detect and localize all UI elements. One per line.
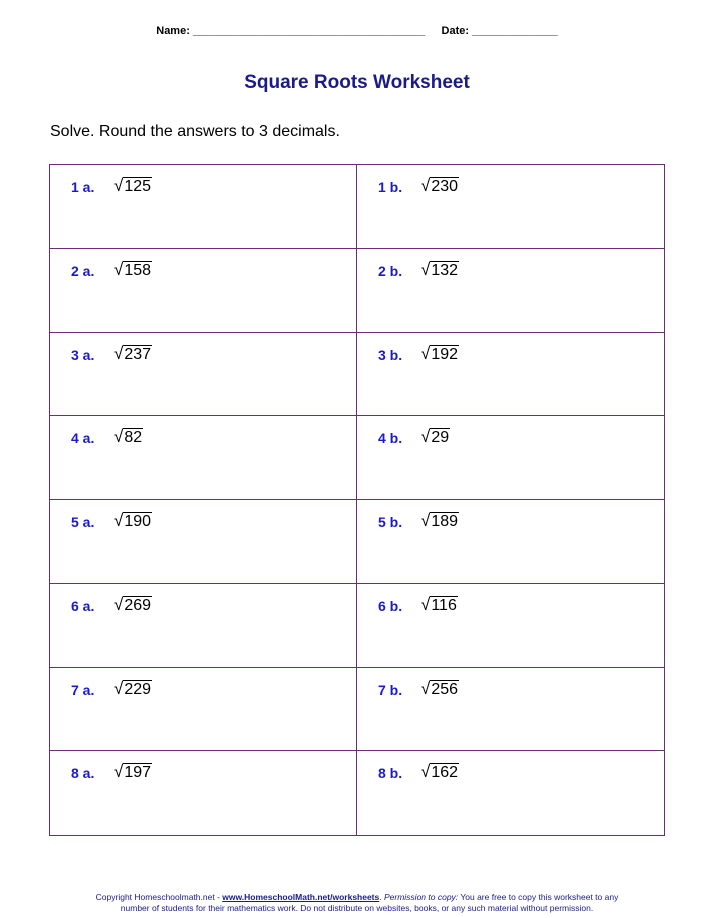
square-root-expression — [114, 595, 152, 615]
square-root-expression — [114, 344, 152, 364]
problem-label: 4 a. — [71, 430, 95, 447]
permission-label: Permission to copy: — [383, 892, 459, 902]
instructions: Solve. Round the answers to 3 decimals. — [50, 123, 340, 140]
problem-cell[interactable] — [50, 668, 357, 752]
radicand: 189 — [431, 513, 459, 530]
radical-sign-icon: √ — [421, 594, 431, 614]
radicand: 237 — [124, 345, 152, 363]
radicand: 125 — [124, 178, 152, 195]
problem-label: 8 a. — [71, 765, 95, 782]
problem-label: 4 b. — [378, 430, 403, 447]
radicand: 229 — [124, 680, 152, 698]
problem-cell[interactable] — [50, 751, 357, 835]
permission-text: You are free to copy this worksheet to any — [458, 892, 619, 902]
problem-label: 7 b. — [378, 681, 403, 698]
square-root-expression — [421, 595, 458, 615]
problem-cell[interactable] — [357, 751, 664, 835]
radical-sign-icon: √ — [114, 762, 124, 782]
radicand: 190 — [124, 513, 152, 530]
radical-sign-icon: √ — [421, 678, 431, 698]
radical-sign-icon: √ — [421, 343, 431, 363]
date-field[interactable]: Date: ______________ — [441, 25, 558, 37]
square-root-expression — [421, 762, 459, 782]
radical-sign-icon: √ — [421, 511, 431, 530]
radicand: 197 — [124, 764, 152, 782]
square-root-expression — [421, 679, 459, 699]
problem-label: 8 b. — [378, 765, 403, 782]
footer — [0, 892, 714, 914]
radical-sign-icon: √ — [421, 259, 431, 279]
problem-cell[interactable] — [50, 584, 357, 668]
copyright-text: Copyright Homeschoolmath.net - — [95, 892, 223, 902]
problem-label: 6 b. — [378, 597, 403, 614]
radicand: 256 — [431, 680, 459, 698]
problem-label: 5 a. — [71, 514, 95, 530]
radicand: 82 — [124, 429, 143, 447]
problem-cell[interactable] — [357, 668, 664, 752]
problem-cell[interactable] — [357, 416, 664, 500]
square-root-expression — [421, 511, 459, 531]
square-root-expression — [114, 176, 152, 196]
problem-label: 5 b. — [378, 514, 403, 530]
problem-label: 2 a. — [71, 262, 95, 279]
square-root-expression — [114, 427, 143, 447]
radical-sign-icon: √ — [114, 511, 124, 530]
radicand: 230 — [431, 178, 459, 195]
problem-cell[interactable] — [357, 333, 664, 417]
square-root-expression — [114, 260, 152, 280]
problem-cell[interactable] — [50, 333, 357, 417]
square-root-expression — [114, 762, 152, 782]
problem-cell[interactable] — [357, 249, 664, 333]
name-field[interactable]: Name: ______________________________________ — [156, 25, 426, 37]
radicand: 116 — [431, 596, 457, 614]
square-root-expression — [421, 427, 450, 447]
radicand: 269 — [124, 596, 152, 614]
problem-cell[interactable] — [50, 165, 357, 249]
problem-grid — [49, 164, 665, 836]
problem-label: 3 b. — [378, 346, 403, 363]
footer-line-2: number of students for their mathematics work. Do not distribute on websites, books, or any such material without permission. — [120, 903, 594, 913]
square-root-expression — [421, 260, 459, 280]
problem-cell[interactable] — [357, 165, 664, 249]
problem-label: 2 b. — [378, 262, 403, 279]
name-date-line — [0, 25, 714, 37]
square-root-expression — [421, 344, 459, 364]
problem-label: 3 a. — [71, 346, 95, 363]
problem-cell[interactable] — [50, 416, 357, 500]
radical-sign-icon: √ — [114, 176, 124, 195]
problem-cell[interactable] — [50, 249, 357, 333]
radical-sign-icon: √ — [114, 343, 124, 363]
radicand: 132 — [431, 261, 459, 279]
problem-label: 1 a. — [71, 179, 95, 195]
homeschoolmath-link[interactable]: www.HomeschoolMath.net/worksheets — [222, 892, 380, 902]
radicand: 162 — [431, 764, 459, 782]
radicand: 192 — [431, 345, 459, 363]
problem-cell[interactable] — [357, 584, 664, 668]
square-root-expression — [114, 511, 152, 531]
problem-cell[interactable] — [50, 500, 357, 584]
page-title: Square Roots Worksheet — [244, 72, 470, 93]
radical-sign-icon: √ — [114, 594, 124, 614]
problem-label: 6 a. — [71, 597, 95, 614]
problem-label: 7 a. — [71, 681, 95, 698]
radical-sign-icon: √ — [114, 427, 124, 447]
square-root-expression — [114, 679, 152, 699]
radical-sign-icon: √ — [114, 678, 124, 698]
radical-sign-icon: √ — [114, 259, 124, 279]
radical-sign-icon: √ — [421, 427, 431, 447]
problem-label: 1 b. — [378, 179, 403, 195]
radicand: 29 — [431, 429, 450, 447]
radicand: 158 — [124, 261, 152, 279]
problem-cell[interactable] — [357, 500, 664, 584]
radical-sign-icon: √ — [421, 762, 431, 782]
square-root-expression — [421, 176, 459, 196]
footer-line-1: Copyright Homeschoolmath.net - www.HomeschoolMath.net/worksheets. Permission to copy: You are free to copy this worksheet to any — [95, 892, 619, 902]
radical-sign-icon: √ — [421, 176, 431, 195]
